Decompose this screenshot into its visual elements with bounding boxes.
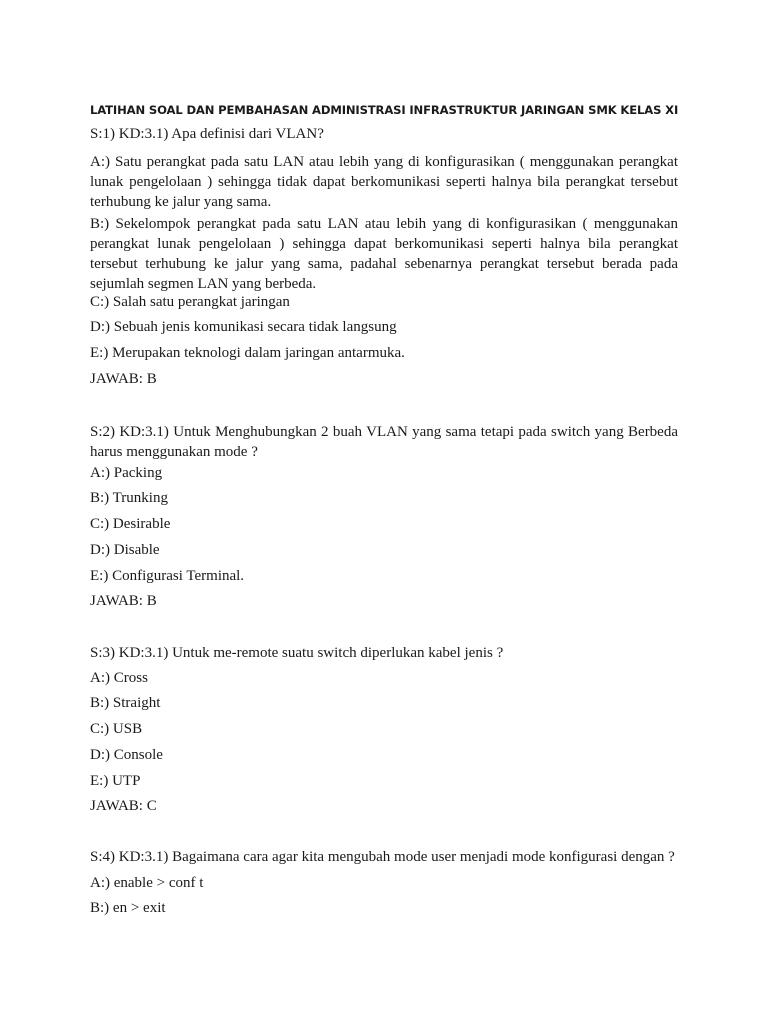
question-1: S:1) KD:3.1) Apa definisi dari VLAN? <box>90 126 324 142</box>
question-1-option-c: C:) Salah satu perangkat jaringan <box>90 294 290 310</box>
question-2-answer: JAWAB: B <box>90 593 157 609</box>
question-3-option-b: B:) Straight <box>90 695 161 711</box>
question-2-option-e: E:) Configurasi Terminal. <box>90 568 245 584</box>
question-4-option-b: B:) en > exit <box>90 900 166 916</box>
question-3-option-a: A:) Cross <box>90 670 148 686</box>
question-1-answer: JAWAB: B <box>90 371 157 387</box>
question-4: S:4) KD:3.1) Bagaimana cara agar kita mengubah mode user menjadi mode konfigurasi dengan ? <box>90 849 675 865</box>
question-2: S:2) KD:3.1) Untuk Menghubungkan 2 buah VLAN yang sama tetapi pada switch yang Berbeda harus menggunakan mode ? <box>90 424 678 460</box>
question-2-option-d: D:) Disable <box>90 542 160 558</box>
document-title: LATIHAN SOAL DAN PEMBAHASAN ADMINISTRASI INFRASTRUKTUR JARINGAN SMK KELAS XI <box>90 103 679 117</box>
question-2-option-b: B:) Trunking <box>90 490 168 506</box>
question-3: S:3) KD:3.1) Untuk me-remote suatu switch diperlukan kabel jenis ? <box>90 645 504 661</box>
question-4-option-a: A:) enable > conf t <box>90 875 204 891</box>
question-1-option-a: A:) Satu perangkat pada satu LAN atau lebih yang di konfigurasikan ( menggunakan perangkat lunak pengelolaan ) sehingga tidak dapat berkomunikasi seperti halnya bila perangkat tersebut terhubung ke jalur yang sama. <box>90 154 678 210</box>
question-3-option-e: E:) UTP <box>90 773 141 789</box>
question-3-option-c: C:) USB <box>90 721 143 737</box>
question-3-answer: JAWAB: C <box>90 798 157 814</box>
question-1-option-d: D:) Sebuah jenis komunikasi secara tidak langsung <box>90 319 397 335</box>
question-1-option-b: B:) Sekelompok perangkat pada satu LAN atau lebih yang di konfigurasikan ( menggunakan perangkat lunak pengelolaan ) sehingga dapat berkomunikasi seperti halnya bila perangkat tersebut terhubung ke jalur yang sama, padahal sebenarnya perangkat tersebut berada pada sejumlah segmen LAN yang berbeda. <box>90 216 678 292</box>
question-2-option-a: A:) Packing <box>90 465 163 481</box>
question-2-option-c: C:) Desirable <box>90 516 171 532</box>
question-1-option-e: E:) Merupakan teknologi dalam jaringan antarmuka. <box>90 345 405 361</box>
question-3-option-d: D:) Console <box>90 747 163 763</box>
